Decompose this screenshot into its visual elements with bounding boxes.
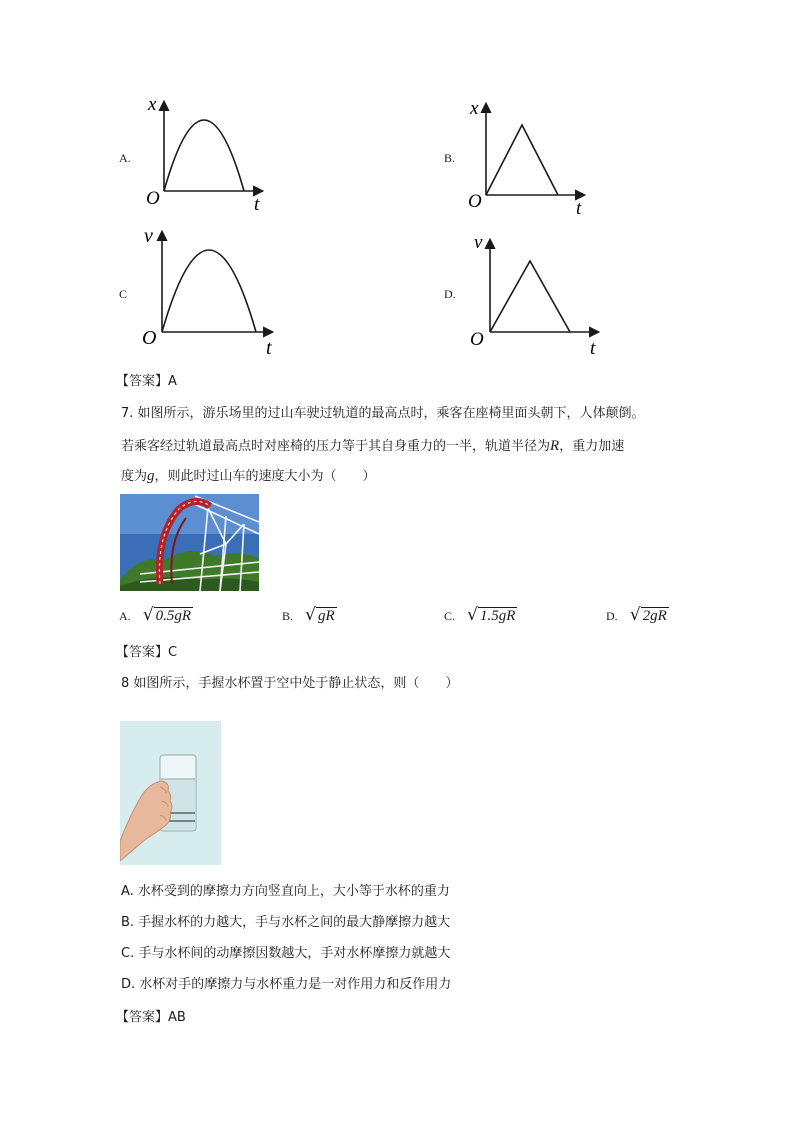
origin-label: O [146, 188, 160, 209]
q6-graph-b [466, 98, 596, 223]
option-label: A. [119, 609, 131, 623]
q6-graph-c [140, 222, 280, 357]
answer-tag: 【答案】 [116, 374, 169, 389]
q7-option-a[interactable] [119, 605, 193, 627]
answer-value: A [168, 374, 177, 389]
option-label: B. [282, 609, 294, 623]
q6-graph-a [140, 92, 270, 217]
answer-value: AB [168, 1010, 186, 1025]
radical-sign-icon: √ [305, 605, 316, 625]
radical-sign-icon: √ [629, 605, 641, 625]
axis-label-t: t [266, 337, 272, 357]
q7-option-b[interactable] [282, 605, 337, 627]
radicand: 2gR [642, 608, 667, 624]
q6-option-c-label: C [119, 287, 128, 301]
var-r: R [550, 438, 560, 454]
axis-label-x: x [470, 98, 479, 119]
q8-option-d[interactable]: D. 水杯对手的摩擦力与水杯重力是一对作用力和反作用力 [121, 977, 452, 992]
axis-label-v: v [474, 232, 483, 253]
parabola-curve [162, 250, 256, 332]
axis-label-x: x [148, 94, 157, 115]
radicand: gR [318, 608, 335, 624]
radical-sign-icon: √ [467, 605, 478, 625]
q6-graph-d [468, 230, 608, 355]
q7-stem-line2: 若乘客经过轨道最高点时对座椅的压力等于其自身重力的一半，轨道半径为R，重力加速 [121, 438, 625, 454]
q7-answer [116, 643, 177, 663]
var-g: g [147, 468, 155, 484]
origin-label: O [470, 329, 484, 350]
parabola-curve [164, 120, 244, 191]
q8-answer [116, 1008, 186, 1028]
roller-coaster-photo [120, 494, 259, 591]
q7-option-c[interactable] [444, 605, 517, 627]
origin-label: O [468, 191, 482, 212]
axis-label-t: t [254, 194, 260, 215]
answer-tag: 【答案】 [116, 1010, 169, 1025]
radicand: 1.5gR [480, 608, 516, 624]
q7-stem-line3: 度为g，则此时过山车的速度大小为（ ） [121, 468, 376, 484]
radical-sign-icon: √ [142, 605, 154, 625]
q7-option-d[interactable] [606, 605, 669, 627]
axis-label-t: t [576, 198, 582, 219]
option-label: D. [606, 609, 618, 623]
q6-option-b-label: B. [444, 151, 456, 165]
q8-option-b[interactable]: B. 手握水杯的力越大，手与水杯之间的最大静摩擦力越大 [121, 915, 451, 930]
axis-label-t: t [590, 338, 596, 355]
answer-tag: 【答案】 [116, 645, 169, 660]
q8-option-a[interactable]: A. 水杯受到的摩擦力方向竖直向上，大小等于水杯的重力 [121, 884, 450, 899]
hand-glass-photo [120, 721, 221, 865]
axis-label-v: v [144, 225, 153, 247]
q6-answer [116, 372, 177, 392]
radicand: 0.5gR [155, 608, 192, 624]
option-label: C. [444, 609, 456, 623]
triangle-curve [486, 125, 558, 195]
q6-option-a-label: A. [119, 151, 131, 165]
triangle-curve [490, 261, 570, 332]
origin-label: O [142, 327, 157, 349]
q7-stem-line1: 7. 如图所示，游乐场里的过山车驶过轨道的最高点时，乘客在座椅里面头朝下，人体颠倒。 [121, 406, 645, 421]
q8-option-c[interactable]: C. 手与水杯间的动摩擦因数越大，手对水杯摩擦力就越大 [121, 946, 451, 961]
answer-value: C [168, 645, 178, 660]
q6-option-d-label: D. [444, 287, 456, 301]
q8-stem: 8 如图所示，手握水杯置于空中处于静止状态，则（ ） [121, 676, 459, 691]
